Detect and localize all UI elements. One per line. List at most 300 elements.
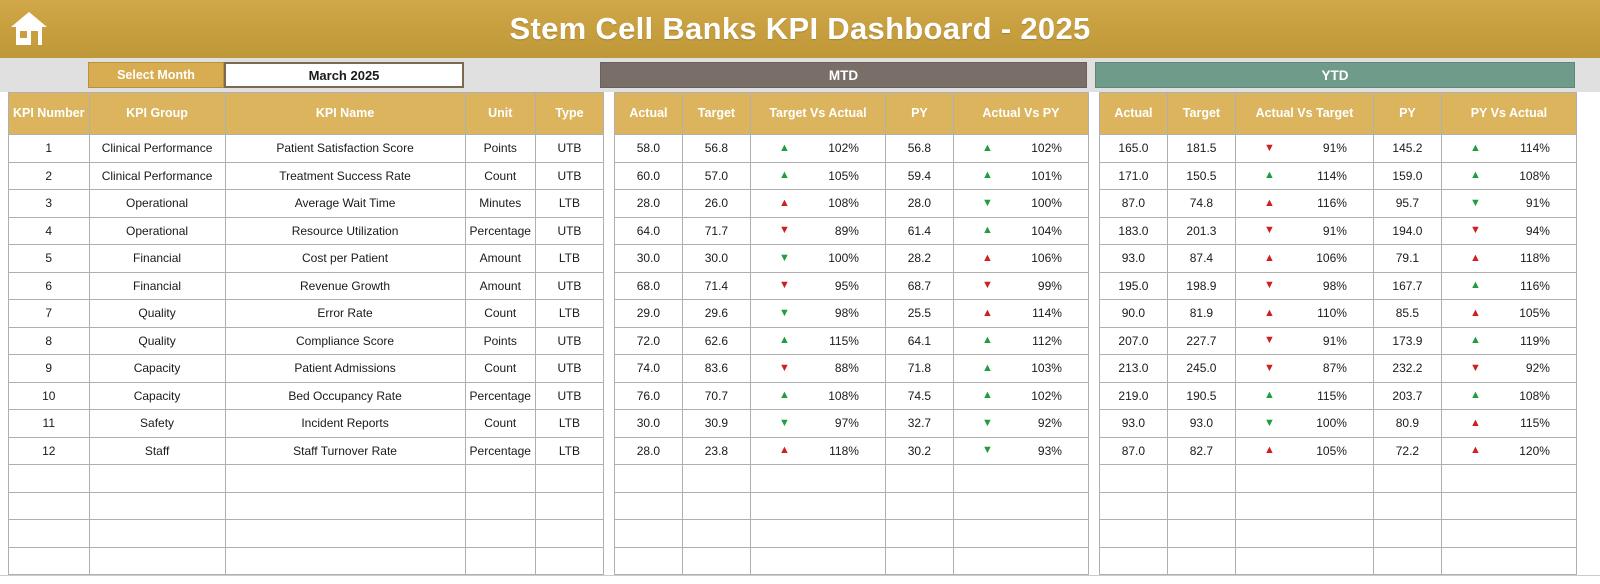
cell-mtd-target: 26.0 bbox=[682, 190, 750, 218]
cell-ytd-actual-vs-target-arrow-icon: ▼ bbox=[1263, 334, 1275, 347]
cell-ytd-actual-vs-target bbox=[1235, 382, 1373, 410]
cell-mtd-actual: 64.0 bbox=[614, 217, 682, 245]
cell-mtd-target-vs-actual-value: 88% bbox=[834, 361, 859, 376]
col-header-ytd-py-vs-actual: PY Vs Actual bbox=[1441, 93, 1576, 135]
cell-ytd-actual-vs-target-value: 87% bbox=[1322, 361, 1347, 376]
cell-ytd-actual-vs-target-arrow-icon: ▲ bbox=[1263, 306, 1275, 319]
empty-cell bbox=[465, 465, 535, 493]
empty-cell bbox=[614, 547, 682, 575]
col-header-ytd-actual-vs-target: Actual Vs Target bbox=[1235, 93, 1373, 135]
cell-ytd-target: 190.5 bbox=[1167, 382, 1235, 410]
table-row bbox=[1099, 382, 1576, 410]
cell-type: LTB bbox=[535, 190, 603, 218]
cell-mtd-py: 32.7 bbox=[885, 410, 953, 438]
mtd-table bbox=[614, 92, 1089, 575]
cell-mtd-py: 61.4 bbox=[885, 217, 953, 245]
cell-mtd-target-vs-actual-value: 97% bbox=[834, 416, 859, 431]
cell-ytd-actual-vs-target-arrow-icon: ▲ bbox=[1263, 196, 1275, 209]
cell-ytd-actual-vs-target bbox=[1235, 162, 1373, 190]
cell-ytd-target: 201.3 bbox=[1167, 217, 1235, 245]
cell-mtd-target: 71.4 bbox=[682, 272, 750, 300]
cell-ytd-py-vs-actual bbox=[1441, 272, 1576, 300]
panel-separator-1 bbox=[604, 92, 614, 575]
table-row bbox=[1099, 355, 1576, 383]
table-row bbox=[614, 382, 1088, 410]
table-row bbox=[9, 190, 604, 218]
cell-ytd-actual-vs-target bbox=[1235, 327, 1373, 355]
cell-type: LTB bbox=[535, 437, 603, 465]
kpi-grid-area bbox=[0, 92, 1600, 575]
cell-ytd-py-vs-actual-value: 120% bbox=[1519, 443, 1550, 458]
cell-mtd-target: 70.7 bbox=[682, 382, 750, 410]
table-row bbox=[1099, 245, 1576, 273]
cell-ytd-actual: 213.0 bbox=[1099, 355, 1167, 383]
cell-mtd-actual-vs-py bbox=[953, 217, 1088, 245]
cell-ytd-py-vs-actual-value: 105% bbox=[1519, 306, 1550, 321]
cell-ytd-py-vs-actual-arrow-icon: ▲ bbox=[1469, 334, 1481, 347]
cell-mtd-target-vs-actual-arrow-icon: ▼ bbox=[778, 251, 790, 264]
empty-row bbox=[9, 547, 604, 575]
cell-unit: Amount bbox=[465, 272, 535, 300]
controls-strip bbox=[0, 58, 1600, 92]
cell-mtd-target-vs-actual bbox=[750, 217, 885, 245]
empty-cell bbox=[885, 547, 953, 575]
cell-mtd-actual-vs-py-value: 101% bbox=[1031, 168, 1062, 183]
cell-ytd-py: 167.7 bbox=[1373, 272, 1441, 300]
cell-mtd-actual-vs-py bbox=[953, 410, 1088, 438]
table-row bbox=[1099, 327, 1576, 355]
cell-ytd-py-vs-actual-arrow-icon: ▲ bbox=[1469, 279, 1481, 292]
cell-unit: Minutes bbox=[465, 190, 535, 218]
empty-cell bbox=[1235, 492, 1373, 520]
cell-mtd-target-vs-actual-value: 108% bbox=[828, 196, 859, 211]
empty-cell bbox=[953, 520, 1088, 548]
cell-ytd-target: 81.9 bbox=[1167, 300, 1235, 328]
col-header-mtd-actual: Actual bbox=[614, 93, 682, 135]
cell-mtd-actual: 29.0 bbox=[614, 300, 682, 328]
cell-mtd-target-vs-actual-arrow-icon: ▼ bbox=[778, 416, 790, 429]
cell-mtd-actual-vs-py bbox=[953, 272, 1088, 300]
cell-ytd-actual-vs-target bbox=[1235, 272, 1373, 300]
cell-ytd-actual-vs-target-arrow-icon: ▲ bbox=[1263, 444, 1275, 457]
table-row bbox=[614, 245, 1088, 273]
cell-ytd-py-vs-actual-arrow-icon: ▲ bbox=[1469, 141, 1481, 154]
cell-ytd-actual-vs-target-arrow-icon: ▼ bbox=[1263, 279, 1275, 292]
cell-kpi-number: 2 bbox=[9, 162, 90, 190]
empty-cell bbox=[89, 547, 225, 575]
cell-ytd-py-vs-actual-value: 92% bbox=[1525, 361, 1550, 376]
table-row bbox=[9, 272, 604, 300]
table-row bbox=[9, 355, 604, 383]
cell-mtd-target-vs-actual-value: 108% bbox=[828, 388, 859, 403]
empty-cell bbox=[953, 492, 1088, 520]
cell-ytd-py-vs-actual-arrow-icon: ▲ bbox=[1469, 444, 1481, 457]
empty-cell bbox=[1099, 492, 1167, 520]
empty-row bbox=[1099, 465, 1576, 493]
cell-ytd-py: 203.7 bbox=[1373, 382, 1441, 410]
cell-mtd-actual-vs-py-arrow-icon: ▲ bbox=[981, 169, 993, 182]
cell-type: UTB bbox=[535, 272, 603, 300]
cell-ytd-actual-vs-target bbox=[1235, 190, 1373, 218]
cell-mtd-target-vs-actual-value: 98% bbox=[834, 306, 859, 321]
mtd-body bbox=[614, 135, 1088, 575]
table-row bbox=[9, 327, 604, 355]
cell-mtd-py: 28.2 bbox=[885, 245, 953, 273]
table-row bbox=[614, 410, 1088, 438]
empty-cell bbox=[535, 520, 603, 548]
table-row bbox=[1099, 300, 1576, 328]
ytd-table bbox=[1099, 92, 1577, 575]
cell-kpi-name: Revenue Growth bbox=[225, 272, 465, 300]
cell-mtd-actual: 68.0 bbox=[614, 272, 682, 300]
cell-mtd-target: 83.6 bbox=[682, 355, 750, 383]
cell-ytd-py-vs-actual-arrow-icon: ▲ bbox=[1469, 389, 1481, 402]
cell-ytd-actual-vs-target-value: 115% bbox=[1317, 388, 1347, 403]
cell-type: UTB bbox=[535, 217, 603, 245]
cell-kpi-group: Clinical Performance bbox=[89, 135, 225, 163]
col-header-mtd-target: Target bbox=[682, 93, 750, 135]
cell-mtd-actual: 76.0 bbox=[614, 382, 682, 410]
cell-kpi-number: 10 bbox=[9, 382, 90, 410]
cell-mtd-target-vs-actual-value: 102% bbox=[828, 141, 859, 156]
cell-type: LTB bbox=[535, 245, 603, 273]
cell-mtd-target-vs-actual bbox=[750, 272, 885, 300]
cell-kpi-name: Resource Utilization bbox=[225, 217, 465, 245]
cell-mtd-actual-vs-py-arrow-icon: ▲ bbox=[981, 251, 993, 264]
cell-mtd-target-vs-actual bbox=[750, 410, 885, 438]
table-row bbox=[9, 162, 604, 190]
empty-row bbox=[614, 520, 1088, 548]
bottom-strip bbox=[0, 575, 1600, 584]
empty-cell bbox=[1373, 465, 1441, 493]
cell-ytd-actual-vs-target bbox=[1235, 355, 1373, 383]
cell-mtd-actual: 28.0 bbox=[614, 437, 682, 465]
cell-ytd-py-vs-actual-arrow-icon: ▲ bbox=[1469, 306, 1481, 319]
cell-mtd-py: 25.5 bbox=[885, 300, 953, 328]
empty-cell bbox=[465, 547, 535, 575]
cell-mtd-py: 68.7 bbox=[885, 272, 953, 300]
cell-ytd-actual-vs-target-arrow-icon: ▲ bbox=[1263, 251, 1275, 264]
banner-gap bbox=[1087, 58, 1095, 92]
mtd-section-banner: MTD bbox=[600, 62, 1087, 88]
cell-ytd-py-vs-actual-arrow-icon: ▼ bbox=[1469, 196, 1481, 209]
cell-type: UTB bbox=[535, 355, 603, 383]
cell-mtd-actual-vs-py-value: 103% bbox=[1031, 361, 1062, 376]
cell-mtd-actual: 30.0 bbox=[614, 410, 682, 438]
cell-kpi-number: 3 bbox=[9, 190, 90, 218]
cell-mtd-actual-vs-py-arrow-icon: ▼ bbox=[981, 279, 993, 292]
cell-ytd-py-vs-actual bbox=[1441, 245, 1576, 273]
cell-ytd-py: 173.9 bbox=[1373, 327, 1441, 355]
cell-mtd-actual-vs-py bbox=[953, 327, 1088, 355]
cell-ytd-py: 85.5 bbox=[1373, 300, 1441, 328]
cell-ytd-actual-vs-target-arrow-icon: ▼ bbox=[1263, 141, 1275, 154]
cell-mtd-target-vs-actual bbox=[750, 135, 885, 163]
cell-kpi-group: Staff bbox=[89, 437, 225, 465]
cell-mtd-target-vs-actual-arrow-icon: ▲ bbox=[778, 141, 790, 154]
cell-ytd-py-vs-actual-arrow-icon: ▲ bbox=[1469, 251, 1481, 264]
home-icon[interactable] bbox=[6, 6, 52, 52]
cell-ytd-actual: 93.0 bbox=[1099, 245, 1167, 273]
cell-mtd-actual-vs-py-arrow-icon: ▼ bbox=[981, 196, 993, 209]
col-header-ytd-target: Target bbox=[1167, 93, 1235, 135]
cell-mtd-target-vs-actual-arrow-icon: ▲ bbox=[778, 196, 790, 209]
cell-ytd-actual-vs-target-value: 106% bbox=[1316, 251, 1347, 266]
empty-cell bbox=[885, 465, 953, 493]
cell-type: UTB bbox=[535, 135, 603, 163]
col-header-ytd-actual: Actual bbox=[1099, 93, 1167, 135]
cell-ytd-actual-vs-target-value: 116% bbox=[1317, 196, 1347, 211]
cell-unit: Points bbox=[465, 135, 535, 163]
table-row bbox=[614, 190, 1088, 218]
cell-ytd-py-vs-actual-value: 108% bbox=[1519, 388, 1550, 403]
cell-ytd-actual-vs-target bbox=[1235, 135, 1373, 163]
table-row bbox=[9, 437, 604, 465]
empty-cell bbox=[225, 465, 465, 493]
cell-mtd-target: 29.6 bbox=[682, 300, 750, 328]
cell-mtd-actual-vs-py-value: 106% bbox=[1031, 251, 1062, 266]
table-row bbox=[1099, 272, 1576, 300]
page-title: Stem Cell Banks KPI Dashboard - 2025 bbox=[509, 11, 1091, 46]
cell-type: LTB bbox=[535, 300, 603, 328]
cell-ytd-actual-vs-target-arrow-icon: ▲ bbox=[1263, 389, 1275, 402]
cell-ytd-target: 150.5 bbox=[1167, 162, 1235, 190]
ytd-section-banner: YTD bbox=[1095, 62, 1575, 88]
cell-mtd-target-vs-actual-arrow-icon: ▼ bbox=[778, 279, 790, 292]
col-header-mtd-target-vs-actual: Target Vs Actual bbox=[750, 93, 885, 135]
cell-mtd-target: 30.0 bbox=[682, 245, 750, 273]
cell-mtd-actual-vs-py bbox=[953, 437, 1088, 465]
empty-cell bbox=[535, 492, 603, 520]
cell-mtd-target: 30.9 bbox=[682, 410, 750, 438]
table-row bbox=[614, 217, 1088, 245]
empty-cell bbox=[535, 465, 603, 493]
cell-unit: Count bbox=[465, 355, 535, 383]
month-selector[interactable]: March 2025 bbox=[224, 62, 464, 88]
table-row bbox=[614, 327, 1088, 355]
cell-ytd-target: 74.8 bbox=[1167, 190, 1235, 218]
cell-mtd-py: 56.8 bbox=[885, 135, 953, 163]
cell-kpi-group: Capacity bbox=[89, 382, 225, 410]
cell-kpi-group: Safety bbox=[89, 410, 225, 438]
cell-ytd-actual: 195.0 bbox=[1099, 272, 1167, 300]
cell-mtd-target-vs-actual-arrow-icon: ▼ bbox=[778, 224, 790, 237]
cell-mtd-py: 74.5 bbox=[885, 382, 953, 410]
col-header-type: Type bbox=[535, 93, 603, 135]
cell-mtd-target: 57.0 bbox=[682, 162, 750, 190]
cell-ytd-actual-vs-target-value: 110% bbox=[1317, 306, 1347, 321]
cell-ytd-actual-vs-target-value: 100% bbox=[1316, 416, 1347, 431]
empty-cell bbox=[614, 492, 682, 520]
cell-ytd-actual: 183.0 bbox=[1099, 217, 1167, 245]
cell-type: UTB bbox=[535, 162, 603, 190]
table-row bbox=[1099, 437, 1576, 465]
cell-mtd-py: 30.2 bbox=[885, 437, 953, 465]
table-row bbox=[614, 300, 1088, 328]
empty-cell bbox=[1441, 492, 1576, 520]
cell-mtd-target-vs-actual bbox=[750, 327, 885, 355]
cell-ytd-py-vs-actual-value: 118% bbox=[1520, 251, 1550, 266]
cell-ytd-actual-vs-target bbox=[1235, 300, 1373, 328]
cell-kpi-number: 1 bbox=[9, 135, 90, 163]
cell-ytd-actual: 207.0 bbox=[1099, 327, 1167, 355]
cell-ytd-py-vs-actual-value: 94% bbox=[1525, 223, 1550, 238]
cell-mtd-actual-vs-py-value: 100% bbox=[1031, 196, 1062, 211]
cell-kpi-group: Financial bbox=[89, 245, 225, 273]
cell-ytd-py: 145.2 bbox=[1373, 135, 1441, 163]
cell-mtd-target-vs-actual-arrow-icon: ▼ bbox=[778, 361, 790, 374]
empty-row bbox=[9, 492, 604, 520]
cell-ytd-py-vs-actual bbox=[1441, 217, 1576, 245]
cell-kpi-group: Operational bbox=[89, 190, 225, 218]
empty-cell bbox=[1235, 465, 1373, 493]
empty-cell bbox=[535, 547, 603, 575]
col-header-mtd-py: PY bbox=[885, 93, 953, 135]
cell-kpi-number: 4 bbox=[9, 217, 90, 245]
cell-ytd-py-vs-actual bbox=[1441, 190, 1576, 218]
cell-mtd-actual: 74.0 bbox=[614, 355, 682, 383]
cell-mtd-actual-vs-py-arrow-icon: ▲ bbox=[981, 141, 993, 154]
cell-ytd-actual: 93.0 bbox=[1099, 410, 1167, 438]
cell-mtd-target-vs-actual bbox=[750, 355, 885, 383]
table-row bbox=[614, 272, 1088, 300]
cell-ytd-target: 198.9 bbox=[1167, 272, 1235, 300]
cell-mtd-actual-vs-py-value: 102% bbox=[1031, 141, 1062, 156]
empty-cell bbox=[750, 520, 885, 548]
cell-mtd-target-vs-actual-arrow-icon: ▲ bbox=[778, 169, 790, 182]
cell-ytd-py-vs-actual bbox=[1441, 410, 1576, 438]
table-row bbox=[1099, 162, 1576, 190]
controls-gap bbox=[464, 58, 600, 92]
empty-cell bbox=[1441, 465, 1576, 493]
cell-kpi-name: Cost per Patient bbox=[225, 245, 465, 273]
table-row bbox=[614, 437, 1088, 465]
cell-mtd-target-vs-actual bbox=[750, 245, 885, 273]
kpi-info-body bbox=[9, 135, 604, 575]
empty-cell bbox=[953, 547, 1088, 575]
cell-mtd-target-vs-actual bbox=[750, 162, 885, 190]
cell-ytd-py-vs-actual bbox=[1441, 162, 1576, 190]
cell-kpi-group: Operational bbox=[89, 217, 225, 245]
cell-ytd-actual: 87.0 bbox=[1099, 190, 1167, 218]
cell-ytd-actual-vs-target-arrow-icon: ▼ bbox=[1263, 416, 1275, 429]
table-row bbox=[9, 217, 604, 245]
cell-ytd-actual-vs-target-value: 105% bbox=[1316, 443, 1347, 458]
cell-ytd-actual-vs-target-arrow-icon: ▼ bbox=[1263, 361, 1275, 374]
empty-row bbox=[614, 547, 1088, 575]
cell-mtd-actual-vs-py bbox=[953, 300, 1088, 328]
cell-ytd-py-vs-actual-value: 108% bbox=[1519, 168, 1550, 183]
table-row bbox=[1099, 190, 1576, 218]
empty-cell bbox=[9, 520, 90, 548]
empty-cell bbox=[1167, 492, 1235, 520]
empty-cell bbox=[89, 520, 225, 548]
cell-ytd-actual-vs-target bbox=[1235, 245, 1373, 273]
cell-ytd-py-vs-actual-value: 114% bbox=[1520, 141, 1550, 156]
cell-mtd-py: 28.0 bbox=[885, 190, 953, 218]
cell-ytd-py: 232.2 bbox=[1373, 355, 1441, 383]
cell-mtd-actual-vs-py-value: 93% bbox=[1037, 443, 1062, 458]
kpi-info-header-row bbox=[9, 93, 604, 135]
empty-cell bbox=[1167, 520, 1235, 548]
empty-cell bbox=[1441, 547, 1576, 575]
cell-ytd-py-vs-actual bbox=[1441, 382, 1576, 410]
cell-mtd-target-vs-actual-value: 89% bbox=[834, 223, 859, 238]
empty-cell bbox=[9, 465, 90, 493]
cell-ytd-actual-vs-target bbox=[1235, 410, 1373, 438]
cell-ytd-py-vs-actual bbox=[1441, 437, 1576, 465]
cell-kpi-name: Patient Admissions bbox=[225, 355, 465, 383]
dashboard-title-bar bbox=[0, 0, 1600, 58]
empty-cell bbox=[614, 465, 682, 493]
col-header-unit: Unit bbox=[465, 93, 535, 135]
cell-ytd-actual-vs-target-arrow-icon: ▲ bbox=[1263, 169, 1275, 182]
table-row bbox=[9, 410, 604, 438]
empty-cell bbox=[1235, 547, 1373, 575]
cell-kpi-name: Average Wait Time bbox=[225, 190, 465, 218]
empty-cell bbox=[89, 465, 225, 493]
empty-cell bbox=[885, 492, 953, 520]
empty-row bbox=[9, 520, 604, 548]
empty-cell bbox=[9, 492, 90, 520]
cell-ytd-py: 95.7 bbox=[1373, 190, 1441, 218]
cell-type: LTB bbox=[535, 410, 603, 438]
panel-separator-2 bbox=[1089, 92, 1099, 575]
empty-cell bbox=[953, 465, 1088, 493]
table-row bbox=[614, 355, 1088, 383]
cell-ytd-py: 159.0 bbox=[1373, 162, 1441, 190]
cell-ytd-py-vs-actual-value: 119% bbox=[1520, 333, 1550, 348]
table-row bbox=[9, 135, 604, 163]
empty-row bbox=[1099, 547, 1576, 575]
empty-row bbox=[1099, 520, 1576, 548]
cell-mtd-target: 56.8 bbox=[682, 135, 750, 163]
cell-ytd-py-vs-actual-arrow-icon: ▼ bbox=[1469, 224, 1481, 237]
cell-mtd-actual: 58.0 bbox=[614, 135, 682, 163]
empty-cell bbox=[1099, 465, 1167, 493]
cell-kpi-group: Capacity bbox=[89, 355, 225, 383]
empty-cell bbox=[682, 547, 750, 575]
cell-ytd-py-vs-actual-value: 115% bbox=[1520, 416, 1550, 431]
cell-mtd-py: 71.8 bbox=[885, 355, 953, 383]
cell-kpi-group: Quality bbox=[89, 300, 225, 328]
cell-mtd-actual-vs-py-value: 114% bbox=[1032, 306, 1062, 321]
cell-kpi-name: Treatment Success Rate bbox=[225, 162, 465, 190]
cell-ytd-actual-vs-target-value: 114% bbox=[1317, 168, 1347, 183]
cell-ytd-target: 227.7 bbox=[1167, 327, 1235, 355]
cell-mtd-actual-vs-py-arrow-icon: ▲ bbox=[981, 224, 993, 237]
cell-kpi-group: Quality bbox=[89, 327, 225, 355]
cell-ytd-py: 194.0 bbox=[1373, 217, 1441, 245]
cell-type: UTB bbox=[535, 327, 603, 355]
cell-unit: Amount bbox=[465, 245, 535, 273]
empty-cell bbox=[750, 492, 885, 520]
col-header-ytd-py: PY bbox=[1373, 93, 1441, 135]
cell-type: UTB bbox=[535, 382, 603, 410]
cell-mtd-target-vs-actual bbox=[750, 300, 885, 328]
cell-mtd-target: 71.7 bbox=[682, 217, 750, 245]
cell-ytd-actual: 87.0 bbox=[1099, 437, 1167, 465]
cell-mtd-target-vs-actual bbox=[750, 382, 885, 410]
empty-cell bbox=[682, 465, 750, 493]
cell-mtd-target-vs-actual-arrow-icon: ▲ bbox=[778, 444, 790, 457]
cell-kpi-name: Incident Reports bbox=[225, 410, 465, 438]
cell-mtd-py: 64.1 bbox=[885, 327, 953, 355]
table-row bbox=[9, 245, 604, 273]
cell-ytd-py-vs-actual bbox=[1441, 135, 1576, 163]
cell-ytd-actual-vs-target-value: 91% bbox=[1322, 141, 1347, 156]
cell-mtd-target-vs-actual-arrow-icon: ▼ bbox=[778, 306, 790, 319]
